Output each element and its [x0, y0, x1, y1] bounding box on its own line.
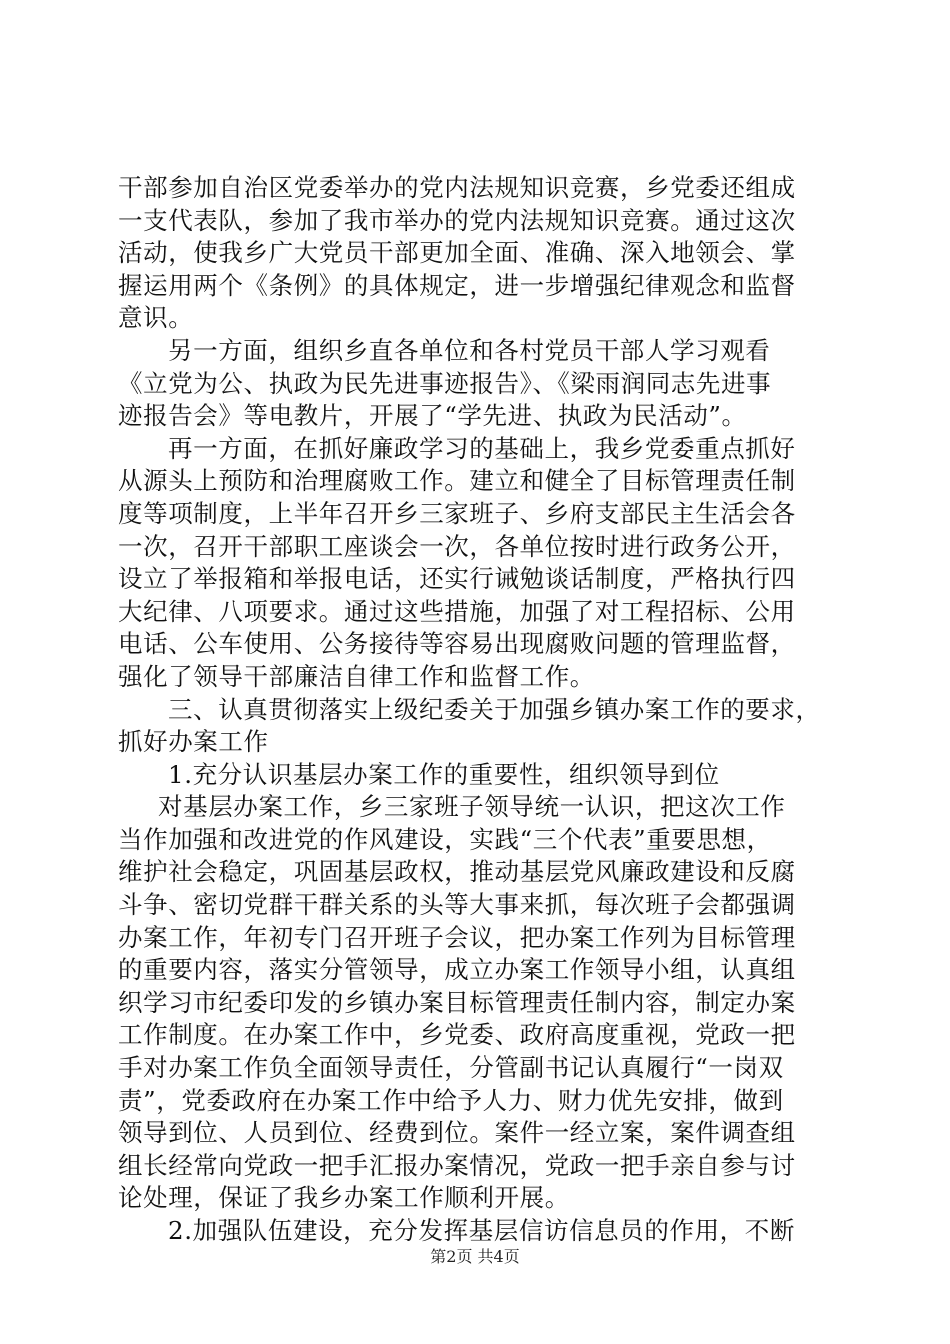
- text-line: 一支代表队，参加了我市举办的党内法规知识竞赛。通过这次: [118, 205, 796, 235]
- text-line: 领导到位、人员到位、经费到位。案件一经立案，案件调查组: [118, 1118, 796, 1148]
- text-line: 当作加强和改进党的作风建设，实践“三个代表”重要思想，: [118, 824, 772, 854]
- text-line: 斗争、密切党群干群关系的头等大事来抓，每次班子会都强调: [118, 890, 796, 920]
- paragraph-start-line: 再一方面，在抓好廉政学习的基础上，我乡党委重点抓好: [168, 433, 796, 463]
- section-heading-line: 抓好办案工作: [118, 727, 269, 757]
- text-line: 大纪律、八项要求。通过这些措施，加强了对工程招标、公用: [118, 596, 796, 626]
- text-line: 责”，党委政府在办案工作中给予人力、财力优先安排，做到: [118, 1085, 784, 1115]
- text-line: 设立了举报箱和举报电话，还实行诫勉谈话制度，严格执行四: [118, 564, 796, 594]
- text-line: 电话、公车使用、公务接待等容易出现腐败问题的管理监督，: [118, 629, 796, 659]
- text-line: 活动，使我乡广大党员干部更加全面、准确、深入地领会、掌: [118, 238, 796, 268]
- text-line: 的重要内容，落实分管领导，成立办案工作领导小组，认真组: [118, 955, 796, 985]
- text-line: 办案工作，年初专门召开班子会议，把办案工作列为目标管理: [118, 922, 796, 952]
- text-line: 织学习市纪委印发的乡镇办案目标管理责任制内容，制定办案: [118, 987, 796, 1017]
- text-line: 《立党为公、执政为民先进事迹报告》、《梁雨润同志先进事: [118, 368, 772, 398]
- text-line: 维护社会稳定，巩固基层政权，推动基层党风廉政建设和反腐: [118, 857, 796, 887]
- text-line: 握运用两个《条例》的具体规定，进一步增强纪律观念和监督: [118, 270, 796, 300]
- text-line: 工作制度。在办案工作中，乡党委、政府高度重视，党政一把: [118, 1020, 796, 1050]
- document-body: [118, 172, 840, 1248]
- page-number-label: 第2页 共4页: [430, 1247, 520, 1266]
- subheading-line: 2.加强队伍建设，充分发挥基层信访信息员的作用，不断: [168, 1216, 795, 1245]
- text-line: 度等项制度，上半年召开乡三家班子、乡府支部民主生活会各: [118, 498, 796, 528]
- subheading-line: 1.充分认识基层办案工作的重要性，组织领导到位: [168, 759, 720, 789]
- paragraph-start-line: 另一方面，组织乡直各单位和各村党员干部人学习观看: [168, 335, 771, 365]
- text-line: 迹报告会》等电教片，开展了“学先进、执政为民活动”。: [118, 401, 747, 431]
- section-heading-line: 三、认真贯彻落实上级纪委关于加强乡镇办案工作的要求，: [168, 694, 821, 724]
- text-line: 一次，召开干部职工座谈会一次，各单位按时进行政务公开，: [118, 531, 796, 561]
- text-line: 论处理，保证了我乡办案工作顺利开展。: [118, 1183, 570, 1213]
- text-line: 干部参加自治区党委举办的党内法规知识竞赛，乡党委还组成: [118, 173, 796, 202]
- text-line: 意识。: [118, 303, 194, 333]
- text-line: 组长经常向党政一把手汇报办案情况，党政一把手亲自参与讨: [118, 1150, 796, 1180]
- text-line: 手对办案工作负全面领导责任，分管副书记认真履行“一岗双: [118, 1053, 784, 1083]
- text-line: 从源头上预防和治理腐败工作。建立和健全了目标管理责任制: [118, 466, 796, 496]
- text-line: 强化了领导干部廉洁自律工作和监督工作。: [118, 661, 595, 691]
- page-footer: [0, 1244, 950, 1267]
- paragraph-start-line: 对基层办案工作，乡三家班子领导统一认识，把这次工作: [158, 792, 786, 822]
